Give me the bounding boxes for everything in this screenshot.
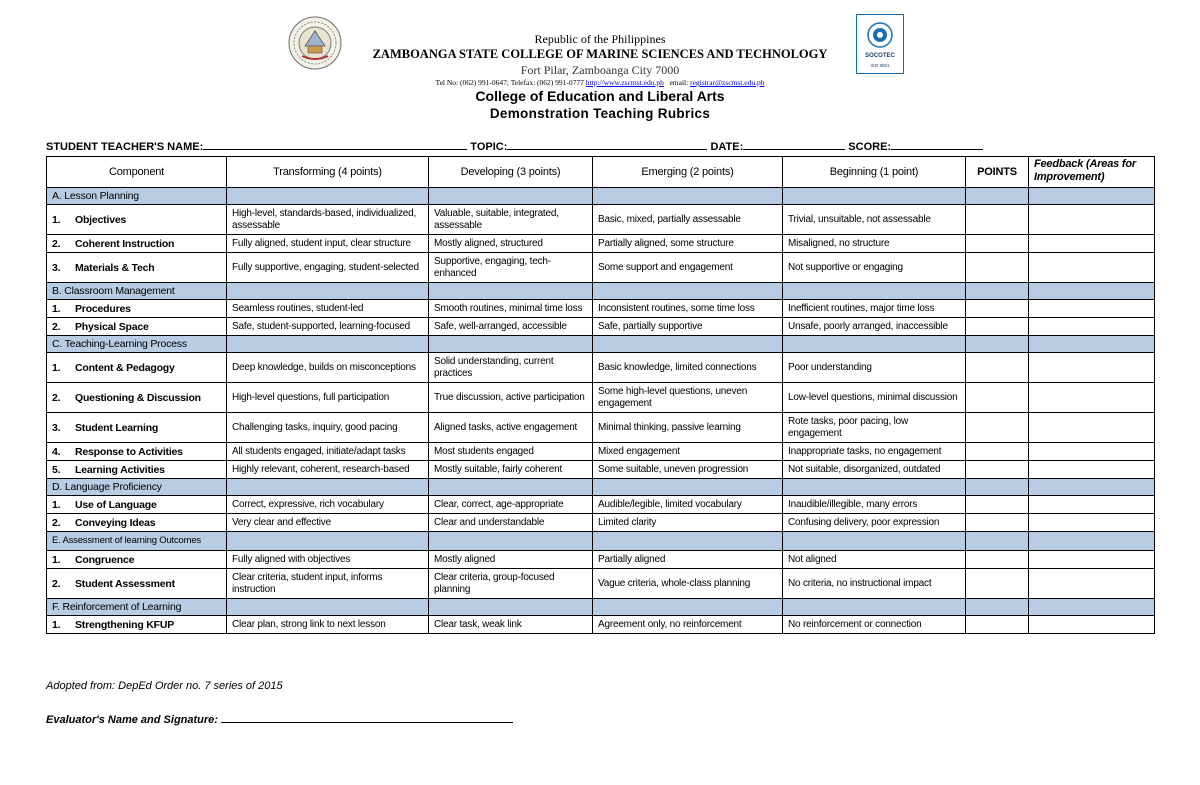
beginning-cell: Not aligned (783, 551, 966, 569)
section-empty-cell (783, 336, 966, 353)
section-label: A. Lesson Planning (47, 188, 227, 205)
component-name: Procedures (75, 302, 131, 315)
table-row (47, 413, 1155, 443)
beginning-cell: No reinforcement or connection (783, 616, 966, 634)
feedback-input-cell[interactable] (1029, 318, 1155, 336)
component-number: 1. (52, 361, 61, 374)
section-label: C. Teaching-Learning Process (47, 336, 227, 353)
header-emerging: Emerging (2 points) (593, 157, 783, 188)
points-input-cell[interactable] (966, 514, 1029, 532)
component-number: 3. (52, 261, 61, 274)
points-input-cell[interactable] (966, 569, 1029, 599)
email-label: email: (669, 78, 689, 87)
section-empty-cell (227, 479, 429, 496)
points-input-cell[interactable] (966, 318, 1029, 336)
feedback-input-cell[interactable] (1029, 383, 1155, 413)
section-empty-cell (227, 188, 429, 205)
developing-cell: Safe, well-arranged, accessible (429, 318, 593, 336)
component-name: Materials & Tech (75, 261, 155, 274)
topic-field[interactable] (507, 139, 707, 150)
developing-cell: Supportive, engaging, tech-enhanced (429, 253, 593, 283)
component-name: Coherent Instruction (75, 237, 175, 250)
points-input-cell[interactable] (966, 616, 1029, 634)
table-row (47, 253, 1155, 283)
school-address: Fort Pilar, Zamboanga City 7000 (520, 63, 680, 77)
developing-cell: True discussion, active participation (429, 383, 593, 413)
beginning-cell: Inefficient routines, major time loss (783, 300, 966, 318)
transforming-cell: All students engaged, initiate/adapt tasks (227, 443, 429, 461)
evaluator-label: Evaluator's Name and Signature: (46, 714, 218, 726)
component-cell (47, 318, 227, 336)
beginning-cell: Inappropriate tasks, no engagement (783, 443, 966, 461)
section-empty-cell (1029, 336, 1155, 353)
component-number: 2. (52, 320, 61, 333)
section-row (47, 283, 1155, 300)
component-name: Physical Space (75, 320, 149, 333)
section-label: E. Assessment of learning Outcomes (47, 532, 227, 551)
section-empty-cell (966, 283, 1029, 300)
section-empty-cell (429, 479, 593, 496)
header-component: Component (47, 157, 227, 188)
beginning-cell: Not supportive or engaging (783, 253, 966, 283)
beginning-cell: Low-level questions, minimal discussion (783, 383, 966, 413)
emerging-cell: Some suitable, uneven progression (593, 461, 783, 479)
transforming-cell: Correct, expressive, rich vocabulary (227, 496, 429, 514)
developing-cell: Mostly suitable, fairly coherent (429, 461, 593, 479)
emerging-cell: Basic, mixed, partially assessable (593, 205, 783, 235)
component-cell (47, 300, 227, 318)
developing-cell: Solid understanding, current practices (429, 353, 593, 383)
section-empty-cell (1029, 532, 1155, 551)
section-empty-cell (227, 336, 429, 353)
points-input-cell[interactable] (966, 461, 1029, 479)
component-number: 1. (52, 302, 61, 315)
rubric-table (46, 156, 1155, 634)
section-empty-cell (966, 532, 1029, 551)
section-empty-cell (429, 188, 593, 205)
section-row (47, 188, 1155, 205)
section-empty-cell (783, 188, 966, 205)
component-cell (47, 383, 227, 413)
component-name: Congruence (75, 553, 135, 566)
score-label: SCORE: (848, 141, 892, 153)
header-developing: Developing (3 points) (429, 157, 593, 188)
developing-cell: Mostly aligned (429, 551, 593, 569)
beginning-cell: Misaligned, no structure (783, 235, 966, 253)
feedback-input-cell[interactable] (1029, 551, 1155, 569)
date-field[interactable] (743, 139, 845, 150)
section-empty-cell (1029, 188, 1155, 205)
feedback-input-cell[interactable] (1029, 514, 1155, 532)
emerging-cell: Limited clarity (593, 514, 783, 532)
component-number: 5. (52, 463, 61, 476)
points-input-cell[interactable] (966, 413, 1029, 443)
component-name: Student Assessment (75, 577, 175, 590)
school-name: ZAMBOANGA STATE COLLEGE OF MARINE SCIENCES AND TECHNOLOGY (372, 47, 828, 61)
section-empty-cell (429, 283, 593, 300)
transforming-cell: High-level, standards-based, individualized, assessable (227, 205, 429, 235)
section-empty-cell (783, 283, 966, 300)
developing-cell: Clear criteria, group-focused planning (429, 569, 593, 599)
emerging-cell: Mixed engagement (593, 443, 783, 461)
email-link[interactable]: registrar@zscmst.edu.ph (690, 78, 765, 87)
evaluator-signature-field[interactable] (221, 712, 513, 723)
feedback-input-cell[interactable] (1029, 569, 1155, 599)
component-cell (47, 496, 227, 514)
section-empty-cell (1029, 283, 1155, 300)
section-empty-cell (1029, 599, 1155, 616)
points-input-cell[interactable] (966, 300, 1029, 318)
table-row (47, 300, 1155, 318)
section-empty-cell (593, 599, 783, 616)
table-row (47, 514, 1155, 532)
feedback-input-cell[interactable] (1029, 353, 1155, 383)
emerging-cell: Audible/legible, limited vocabulary (593, 496, 783, 514)
feedback-input-cell[interactable] (1029, 616, 1155, 634)
component-cell (47, 514, 227, 532)
developing-cell: Clear, correct, age-appropriate (429, 496, 593, 514)
section-empty-cell (593, 479, 783, 496)
form-title: Demonstration Teaching Rubrics (489, 106, 711, 121)
component-cell (47, 413, 227, 443)
section-empty-cell (783, 599, 966, 616)
component-cell (47, 253, 227, 283)
section-empty-cell (429, 336, 593, 353)
section-empty-cell (593, 283, 783, 300)
transforming-cell: Deep knowledge, builds on misconceptions (227, 353, 429, 383)
component-number: 2. (52, 516, 61, 529)
transforming-cell: Safe, student-supported, learning-focused (227, 318, 429, 336)
developing-cell: Mostly aligned, structured (429, 235, 593, 253)
section-empty-cell (227, 283, 429, 300)
transforming-cell: Fully supportive, engaging, student-selected (227, 253, 429, 283)
section-empty-cell (966, 188, 1029, 205)
emerging-cell: Agreement only, no reinforcement (593, 616, 783, 634)
emerging-cell: Inconsistent routines, some time loss (593, 300, 783, 318)
evaluator-row (46, 712, 513, 726)
feedback-input-cell[interactable] (1029, 496, 1155, 514)
student-info-row (46, 139, 1146, 153)
beginning-cell: Confusing delivery, poor expression (783, 514, 966, 532)
component-name: Content & Pedagogy (75, 361, 175, 374)
feedback-input-cell[interactable] (1029, 253, 1155, 283)
points-input-cell[interactable] (966, 443, 1029, 461)
adopted-from-note: Adopted from: DepEd Order no. 7 series of 2015 (46, 680, 283, 692)
transforming-cell: Challenging tasks, inquiry, good pacing (227, 413, 429, 443)
component-cell (47, 205, 227, 235)
table-row (47, 353, 1155, 383)
developing-cell: Aligned tasks, active engagement (429, 413, 593, 443)
points-input-cell[interactable] (966, 496, 1029, 514)
student-name-field[interactable] (203, 139, 467, 150)
table-row (47, 235, 1155, 253)
beginning-cell: No criteria, no instructional impact (783, 569, 966, 599)
points-input-cell[interactable] (966, 353, 1029, 383)
section-empty-cell (593, 188, 783, 205)
component-number: 2. (52, 577, 61, 590)
college-name: College of Education and Liberal Arts (475, 88, 725, 104)
table-row (47, 569, 1155, 599)
feedback-input-cell[interactable] (1029, 300, 1155, 318)
beginning-cell: Inaudible/illegible, many errors (783, 496, 966, 514)
transforming-cell: Clear criteria, student input, informs instruction (227, 569, 429, 599)
section-label: D. Language Proficiency (47, 479, 227, 496)
table-row (47, 443, 1155, 461)
table-row (47, 616, 1155, 634)
section-empty-cell (429, 599, 593, 616)
component-cell (47, 551, 227, 569)
beginning-cell: Poor understanding (783, 353, 966, 383)
component-cell (47, 443, 227, 461)
feedback-input-cell[interactable] (1029, 443, 1155, 461)
component-number: 4. (52, 445, 61, 458)
section-empty-cell (593, 532, 783, 551)
points-input-cell[interactable] (966, 235, 1029, 253)
emerging-cell: Partially aligned, some structure (593, 235, 783, 253)
component-cell (47, 569, 227, 599)
section-row (47, 599, 1155, 616)
points-input-cell[interactable] (966, 253, 1029, 283)
contact-line (0, 78, 1200, 87)
section-row (47, 336, 1155, 353)
section-empty-cell (966, 479, 1029, 496)
header-beginning: Beginning (1 point) (783, 157, 966, 188)
developing-cell: Clear task, weak link (429, 616, 593, 634)
component-number: 1. (52, 498, 61, 511)
section-empty-cell (783, 479, 966, 496)
transforming-cell: Fully aligned, student input, clear structure (227, 235, 429, 253)
component-name: Response to Activities (75, 445, 183, 458)
beginning-cell: Rote tasks, poor pacing, low engagement (783, 413, 966, 443)
component-cell (47, 616, 227, 634)
section-empty-cell (966, 336, 1029, 353)
transforming-cell: High-level questions, full participation (227, 383, 429, 413)
rubric-body (47, 188, 1155, 634)
developing-cell: Smooth routines, minimal time loss (429, 300, 593, 318)
section-empty-cell (1029, 479, 1155, 496)
table-row (47, 383, 1155, 413)
transforming-cell: Fully aligned with objectives (227, 551, 429, 569)
table-row (47, 551, 1155, 569)
component-number: 1. (52, 618, 61, 631)
transforming-cell: Highly relevant, coherent, research-based (227, 461, 429, 479)
feedback-input-cell[interactable] (1029, 205, 1155, 235)
table-row (47, 461, 1155, 479)
points-input-cell[interactable] (966, 551, 1029, 569)
component-cell (47, 353, 227, 383)
emerging-cell: Minimal thinking, passive learning (593, 413, 783, 443)
component-name: Use of Language (75, 498, 157, 511)
section-empty-cell (783, 532, 966, 551)
beginning-cell: Unsafe, poorly arranged, inaccessible (783, 318, 966, 336)
header-points: POINTS (966, 157, 1029, 188)
developing-cell: Clear and understandable (429, 514, 593, 532)
section-label: B. Classroom Management (47, 283, 227, 300)
component-number: 2. (52, 391, 61, 404)
table-row (47, 496, 1155, 514)
certification-logo-text: SOCOTEC (865, 53, 895, 59)
section-row (47, 479, 1155, 496)
transforming-cell: Clear plan, strong link to next lesson (227, 616, 429, 634)
section-empty-cell (227, 532, 429, 551)
component-number: 3. (52, 421, 61, 434)
website-link[interactable]: http://www.zscmst.edu.ph (585, 78, 664, 87)
section-empty-cell (966, 599, 1029, 616)
date-label: DATE: (710, 141, 744, 153)
feedback-input-cell[interactable] (1029, 413, 1155, 443)
component-cell (47, 461, 227, 479)
section-empty-cell (593, 336, 783, 353)
student-name-label: STUDENT TEACHER'S NAME: (46, 141, 204, 153)
component-name: Questioning & Discussion (75, 391, 201, 404)
emerging-cell: Some high-level questions, uneven engagement (593, 383, 783, 413)
header-feedback: Feedback (Areas for Improvement) (1029, 157, 1155, 188)
emerging-cell: Safe, partially supportive (593, 318, 783, 336)
section-empty-cell (429, 532, 593, 551)
header-transforming: Transforming (4 points) (227, 157, 429, 188)
score-field[interactable] (891, 139, 983, 150)
emerging-cell: Some support and engagement (593, 253, 783, 283)
topic-label: TOPIC: (470, 141, 508, 153)
component-name: Objectives (75, 213, 127, 226)
component-name: Student Learning (75, 421, 159, 434)
section-row (47, 532, 1155, 551)
emerging-cell: Basic knowledge, limited connections (593, 353, 783, 383)
beginning-cell: Trivial, unsuitable, not assessable (783, 205, 966, 235)
component-cell (47, 235, 227, 253)
table-row (47, 318, 1155, 336)
component-number: 1. (52, 553, 61, 566)
component-name: Learning Activities (75, 463, 165, 476)
contact-phones: Tel No: (062) 991-0647; Telefax: (062) 991-0777 (435, 78, 584, 87)
developing-cell: Most students engaged (429, 443, 593, 461)
points-input-cell[interactable] (966, 205, 1029, 235)
header-row (47, 157, 1155, 188)
section-label: F. Reinforcement of Learning (47, 599, 227, 616)
emerging-cell: Partially aligned (593, 551, 783, 569)
republic-line: Republic of the Philippines (534, 32, 666, 46)
certification-logo-subtext: ISO 9001 (870, 63, 890, 68)
points-input-cell[interactable] (966, 383, 1029, 413)
feedback-input-cell[interactable] (1029, 461, 1155, 479)
beginning-cell: Not suitable, disorganized, outdated (783, 461, 966, 479)
component-name: Strengthening KFUP (75, 618, 175, 631)
component-number: 2. (52, 237, 61, 250)
feedback-input-cell[interactable] (1029, 235, 1155, 253)
table-row (47, 205, 1155, 235)
emerging-cell: Vague criteria, whole-class planning (593, 569, 783, 599)
transforming-cell: Very clear and effective (227, 514, 429, 532)
component-name: Conveying Ideas (75, 516, 156, 529)
developing-cell: Valuable, suitable, integrated, assessable (429, 205, 593, 235)
transforming-cell: Seamless routines, student-led (227, 300, 429, 318)
component-number: 1. (52, 213, 61, 226)
section-empty-cell (227, 599, 429, 616)
